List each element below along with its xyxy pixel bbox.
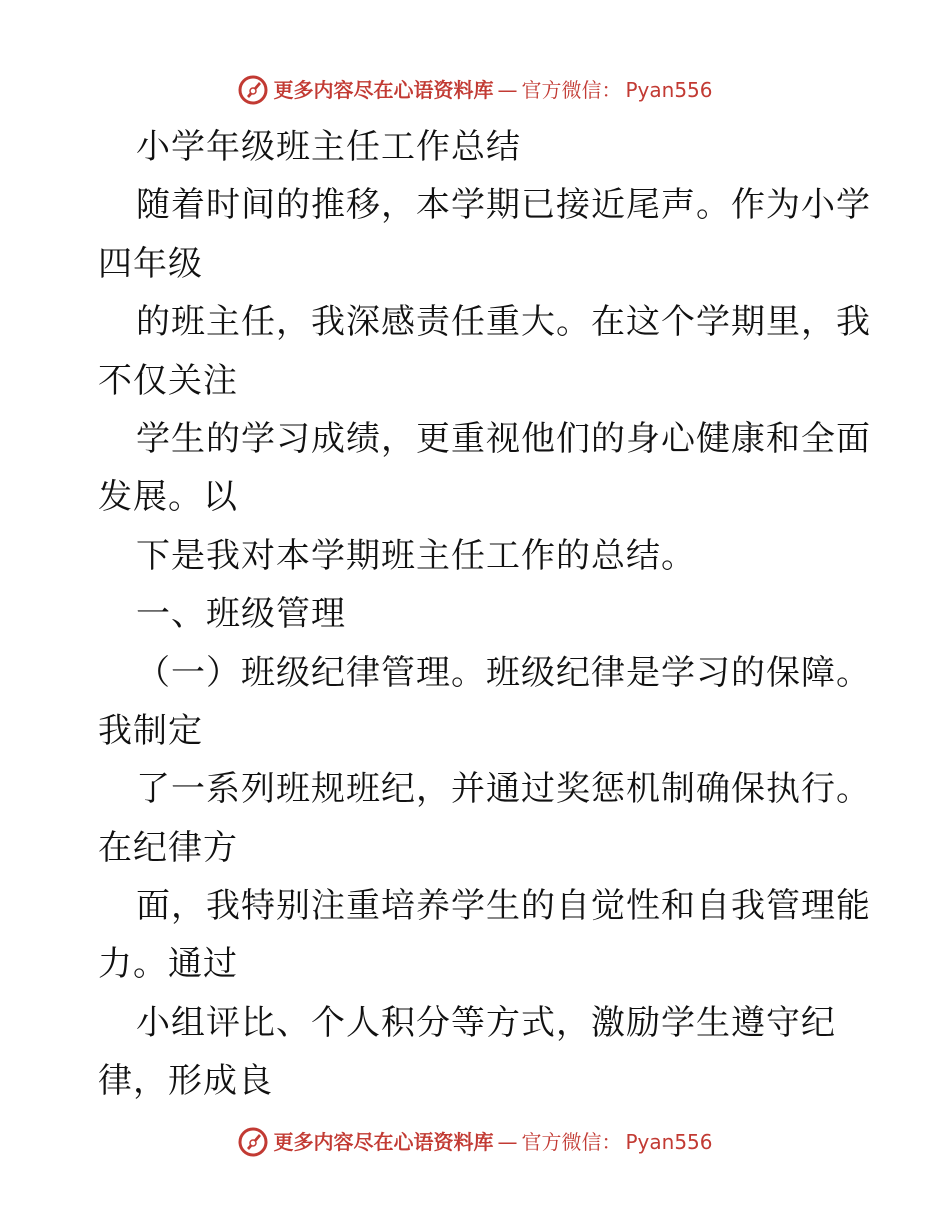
library-logo-icon bbox=[237, 74, 269, 106]
text-line: （一）班级纪律管理。班级纪律是学习的保障。 bbox=[136, 652, 871, 693]
text-line: 的班主任，我深感责任重大。在这个学期里，我 bbox=[136, 302, 871, 343]
text-line: 发展。以 bbox=[98, 477, 238, 518]
header-banner bbox=[0, 74, 950, 106]
text-line: 力。通过 bbox=[98, 944, 238, 985]
text-line: 我制定 bbox=[98, 710, 203, 751]
text-line: 不仅关注 bbox=[98, 360, 238, 401]
banner-separator: — bbox=[497, 1130, 518, 1154]
text-line: 四年级 bbox=[98, 243, 203, 284]
banner-sub-text: 官方微信： bbox=[521, 1130, 622, 1154]
banner-sub-text: 官方微信： bbox=[521, 78, 622, 102]
footer-banner bbox=[0, 1126, 950, 1158]
section-heading: 一、班级管理 bbox=[136, 594, 346, 635]
text-line: 下是我对本学期班主任工作的总结。 bbox=[136, 535, 696, 576]
banner-wechat-id: Pyan556 bbox=[625, 1130, 713, 1154]
text-line: 小组评比、个人积分等方式，激励学生遵守纪 bbox=[136, 1002, 836, 1043]
text-line: 随着时间的推移，本学期已接近尾声。作为小学 bbox=[136, 185, 871, 226]
document-body bbox=[98, 118, 871, 1111]
banner-main-text: 更多内容尽在心语资料库 bbox=[273, 1130, 494, 1154]
banner-wechat-id: Pyan556 bbox=[625, 78, 713, 102]
document-title: 小学年级班主任工作总结 bbox=[136, 127, 521, 167]
text-line: 在纪律方 bbox=[98, 827, 238, 868]
text-line: 面，我特别注重培养学生的自觉性和自我管理能 bbox=[136, 886, 871, 927]
library-logo-icon bbox=[237, 1126, 269, 1158]
text-line: 学生的学习成绩，更重视他们的身心健康和全面 bbox=[136, 418, 871, 459]
banner-separator: — bbox=[497, 78, 518, 102]
text-line: 了一系列班规班纪，并通过奖惩机制确保执行。 bbox=[136, 769, 871, 810]
banner-main-text: 更多内容尽在心语资料库 bbox=[273, 78, 494, 102]
text-line: 律，形成良 bbox=[98, 1061, 273, 1102]
